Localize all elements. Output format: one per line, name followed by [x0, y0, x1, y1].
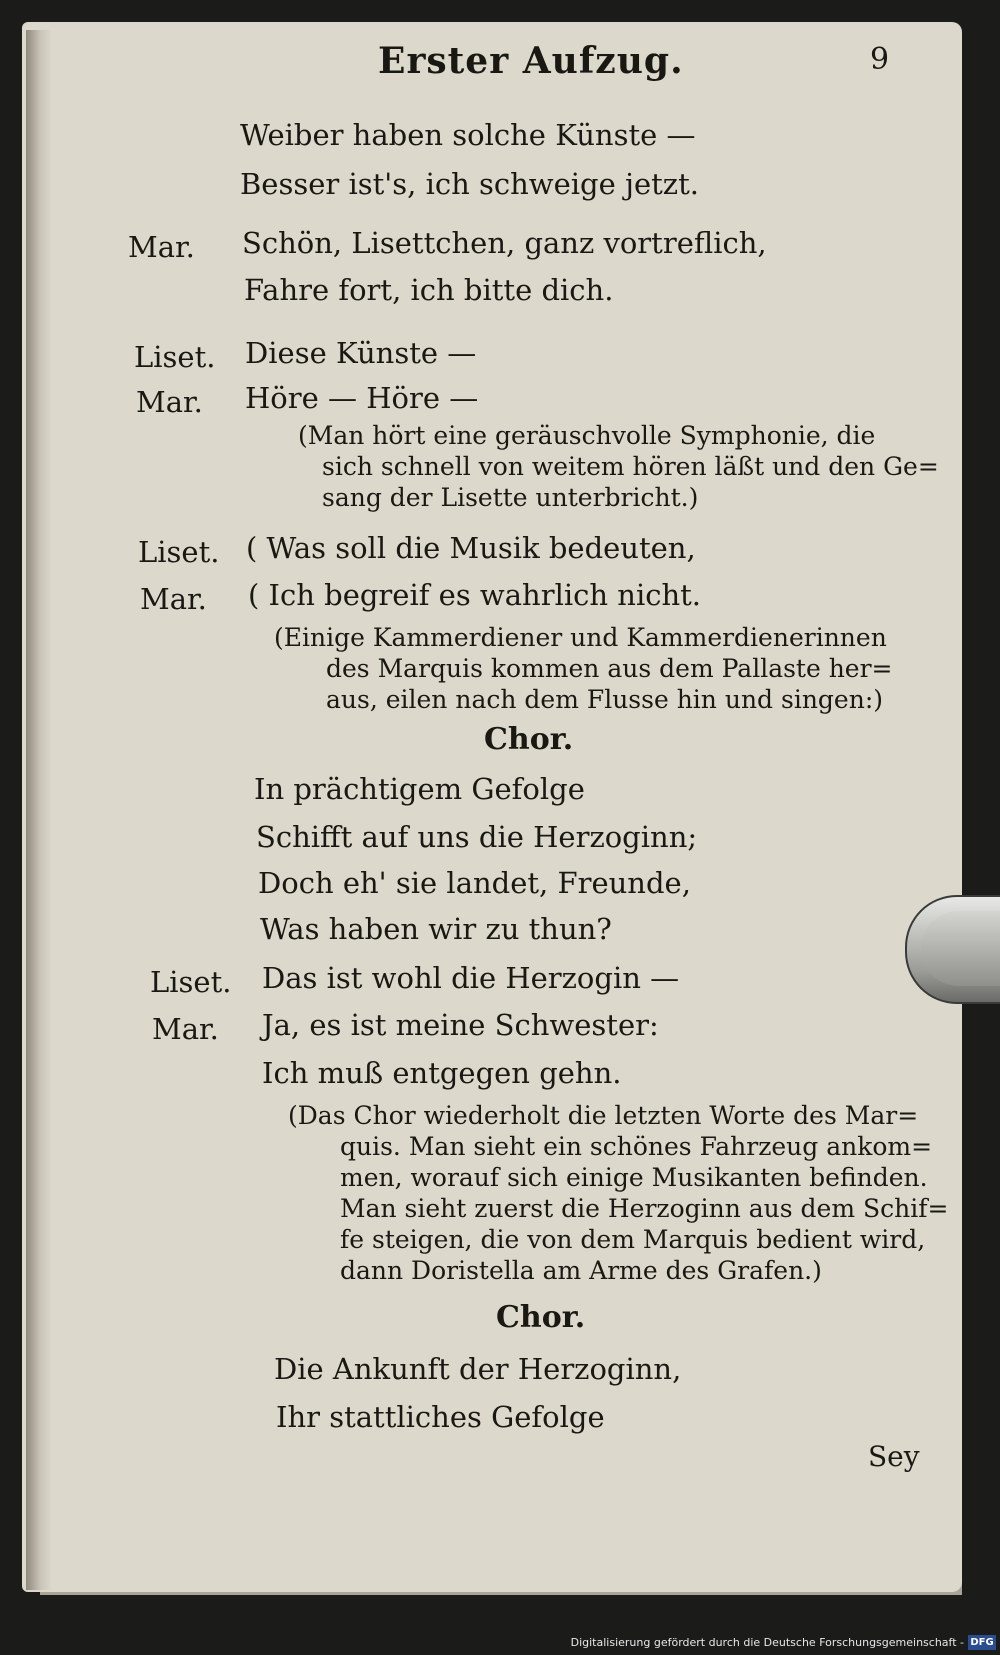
verse-line: Ja, es ist meine Schwester: — [262, 1008, 659, 1042]
verse-line: In prächtigem Gefolge — [254, 772, 585, 806]
verse-line: ( Was soll die Musik bedeuten, — [246, 531, 696, 565]
verse-line: Weiber haben solche Künste — — [240, 118, 696, 152]
verse-line: Schifft auf uns die Herzoginn; — [256, 820, 698, 854]
funding-credit: Digitalisierung gefördert durch die Deutsche Forschungsgemeinschaft - — [570, 1636, 964, 1649]
chorus-heading: Chor. — [496, 1300, 586, 1335]
stage-direction-line: fe steigen, die von dem Marquis bedient wird, — [340, 1225, 926, 1254]
verse-line: Schön, Lisettchen, ganz vortreflich, — [242, 226, 767, 260]
verse-line: Diese Künste — — [245, 336, 477, 370]
dfg-logo: DFG — [968, 1635, 996, 1650]
page-clip-icon — [905, 895, 1000, 1004]
stage-direction-line: men, worauf sich einige Musikanten befinden. — [340, 1163, 928, 1192]
speaker-label: Mar. — [152, 1012, 219, 1046]
stage-direction-line: dann Doristella am Arme des Grafen.) — [340, 1256, 822, 1285]
speaker-label: Mar. — [128, 230, 195, 264]
stage-direction-line: quis. Man sieht ein schönes Fahrzeug ankom= — [340, 1132, 933, 1161]
stage-direction-line: (Einige Kammerdiener und Kammerdienerinnen — [274, 623, 887, 652]
speaker-label: Liset. — [138, 535, 220, 569]
verse-line: Was haben wir zu thun? — [260, 912, 612, 946]
chorus-heading: Chor. — [484, 722, 574, 757]
stage-direction-line: (Man hört eine geräuschvolle Symphonie, die — [298, 421, 876, 450]
verse-line: Besser ist's, ich schweige jetzt. — [240, 167, 699, 201]
speaker-label: Liset. — [134, 340, 216, 374]
stage-direction-line: (Das Chor wiederholt die letzten Worte des Mar= — [288, 1101, 919, 1130]
catchword: Sey — [868, 1440, 920, 1473]
speaker-label: Mar. — [136, 385, 203, 419]
page-number: 9 — [870, 42, 890, 77]
speaker-label: Liset. — [150, 965, 232, 999]
verse-line: Doch eh' sie landet, Freunde, — [258, 866, 691, 900]
verse-line: Höre — Höre — — [245, 381, 479, 415]
verse-line: Die Ankunft der Herzoginn, — [274, 1352, 682, 1386]
stage-direction-line: sang der Lisette unterbricht.) — [322, 483, 699, 512]
page-clip-inner — [921, 911, 1000, 986]
stage-direction-line: des Marquis kommen aus dem Pallaste her= — [326, 654, 893, 683]
verse-line: Ihr stattliches Gefolge — [276, 1400, 605, 1434]
verse-line: Fahre fort, ich bitte dich. — [244, 273, 614, 307]
stage-direction-line: Man sieht zuerst die Herzoginn aus dem Schif= — [340, 1194, 949, 1223]
stage-direction-line: sich schnell von weitem hören läßt und den Ge= — [322, 452, 939, 481]
book-gutter — [26, 30, 52, 1590]
verse-line: Ich muß entgegen gehn. — [262, 1056, 622, 1090]
running-title: Erster Aufzug. — [378, 40, 684, 82]
verse-line: ( Ich begreif es wahrlich nicht. — [248, 578, 702, 612]
footer-bar — [0, 1633, 1000, 1655]
speaker-label: Mar. — [140, 582, 207, 616]
verse-line: Das ist wohl die Herzogin — — [262, 961, 680, 995]
stage-direction-line: aus, eilen nach dem Flusse hin und singen:) — [326, 685, 884, 714]
